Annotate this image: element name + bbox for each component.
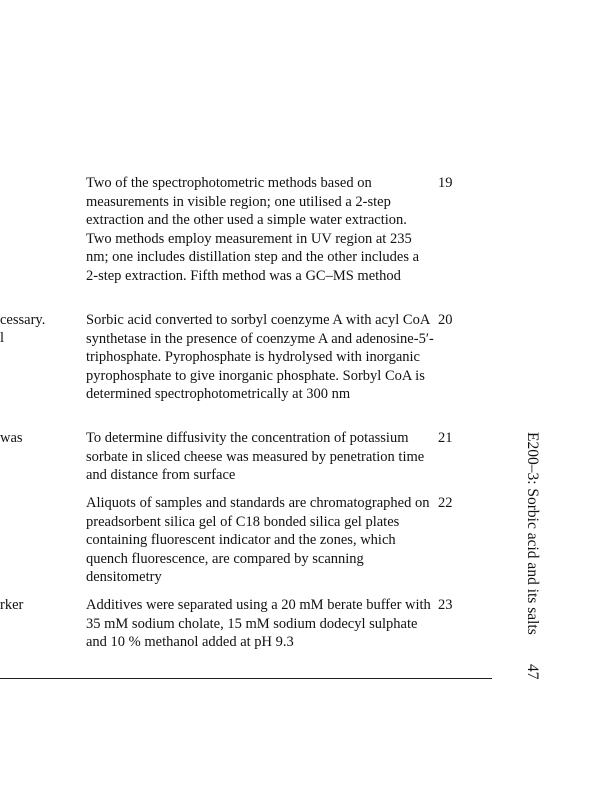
left-column-fragment: was	[0, 430, 23, 446]
method-description: To determine diffusivity the concentration of potassium sorbate in sliced cheese was measured by penetration time and distance from surface	[86, 430, 425, 483]
reference-number: 21	[438, 430, 453, 446]
table-bottom-rule	[0, 678, 492, 679]
left-column-fragment: cessary.	[0, 312, 46, 328]
left-column-fragment: l	[0, 330, 5, 346]
reference-number: 20	[438, 312, 453, 328]
method-description: Two of the spectrophotometric methods based on measurements in visible region; one utilised a 2-step extraction and the other used a simple water extraction. Two methods employ measurement in UV region at 235 nm; one includes distillation step and the other includes a 2-step extraction. Fifth method was a GC–MS method	[86, 175, 420, 284]
running-header: E200–3: Sorbic acid and its salts	[524, 432, 541, 635]
method-description: Aliquots of samples and standards are chromatographed on preadsorbent silica gel of C18 bonded silica gel plates containing fluorescent indicator and the zones, which quench fluorescence, are compared by scanning densitometry	[86, 495, 430, 585]
reference-number: 23	[438, 597, 453, 613]
page-number: 47	[524, 664, 541, 680]
left-column-fragment: rker	[0, 597, 24, 613]
method-description: Additives were separated using a 20 mM berate buffer with 35 mM sodium cholate, 15 mM sodium dodecyl sulphate and 10 % methanol added at pH 9.3	[86, 597, 431, 650]
method-description: Sorbic acid converted to sorbyl coenzyme A with acyl CoA synthetase in the presence of coenzyme A and adenosine-5′-triphosphate. Pyrophosphate is hydrolysed with inorganic pyrophosphate to give inorganic phosphate. Sorbyl CoA is determined spectrophotometrically at 300 nm	[86, 312, 434, 402]
reference-number: 19	[438, 175, 453, 191]
reference-number: 22	[438, 495, 453, 511]
